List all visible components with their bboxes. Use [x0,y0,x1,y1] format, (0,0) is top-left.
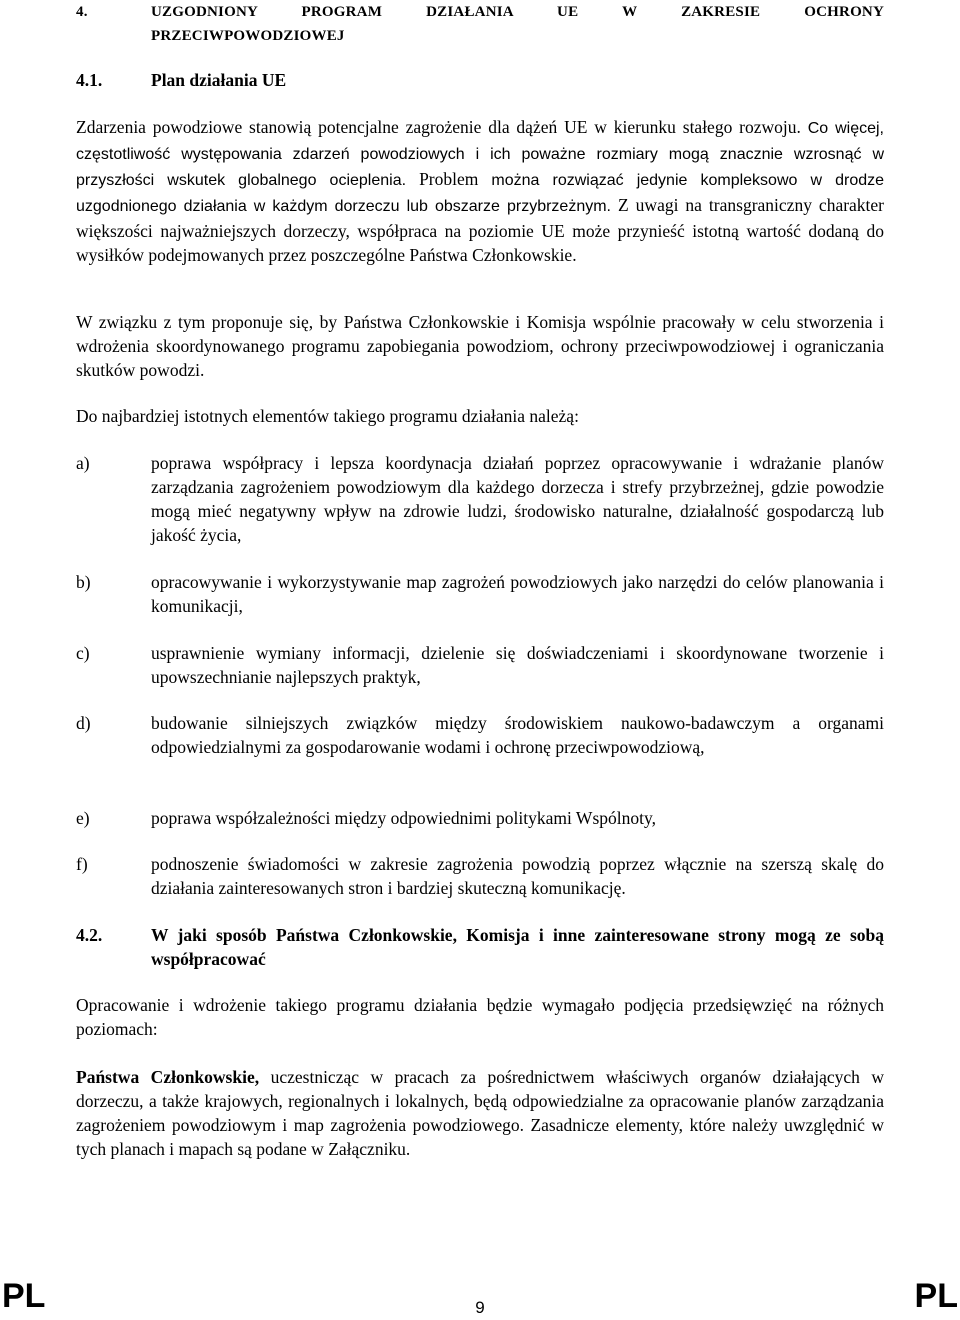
paragraph-4: Opracowanie i wdrożenie takiego programu działania będzie wymagało podjęcia przedsięwzięć na różnych poziomach: [76,995,884,1039]
subsection-title: Plan działania UE [151,70,287,90]
section-title-line2: PRZECIWPOWODZIOWEJ [151,28,345,44]
list-item-text: budowanie silniejszych związków między środowiskiem naukowo-badawczym a organami odpowiedzialnymi za gospodarowanie wodami i ochronę przeciwpowodziową, [151,713,884,757]
footer-language-right: PL [914,1277,958,1315]
footer-language-left: PL [2,1277,46,1315]
list-item-label: d) [76,713,91,733]
list-item-label: e) [76,808,90,828]
list-item-text: podnoszenie świadomości w zakresie zagrożenia powodzią poprzez włącznie na szerszą skalę do działania zainteresowanych stron i bardziej skuteczną komunikację. [151,854,884,898]
paragraph-1-part-b: Co więcej, częstotliwość występowania zdarzeń powodziowych i ich poważne rozmiary mogą znacznie wzrosnąć w przyszłości wskutek globalnego ocieplenia. [76,120,885,189]
subsection-title: W jaki sposób Państwa Członkowskie, Komisja i inne zainteresowane strony mogą ze sobą współpracować [151,925,884,969]
subsection-number: 4.2. [76,925,103,945]
section-title-line1: UZGODNIONY PROGRAM DZIAŁANIA UE W ZAKRESIE OCHRONY [151,4,884,20]
paragraph-1-part-d: można rozwiązać jedynie kompleksowo w drodze uzgodnionego działania w każdym dorzeczu lub obszarze przybrzeżnym. [76,172,885,215]
paragraph-1-part-a: Zdarzenia powodziowe stanowią potencjalne zagrożenie dla dążeń UE w kierunku stałego rozwoju. [76,117,801,137]
subsection-number: 4.1. [76,70,103,90]
paragraph-5 [76,1065,884,1161]
paragraph-1-part-c: Problem [419,169,479,189]
list-item-text: opracowywanie i wykorzystywanie map zagrożeń powodziowych jako narzędzi do celów planowania i komunikacji, [151,572,884,616]
list-item-label: c) [76,643,90,663]
paragraph-5-lead: Państwa Członkowskie, [76,1067,260,1087]
paragraph-1-part-e: Z uwagi na transgraniczny charakter większości najważniejszych dorzeczy, współpraca na poziomie UE może przynieść istotną wartość dodaną do wysiłków podejmowanych przez poszczególne Państwa Członkowskie. [76,195,885,265]
list-item-label: f) [76,854,88,874]
paragraph-5-text: uczestnicząc w pracach za pośrednictwem właściwych organów działających w dorzeczu, a także krajowych, regionalnych i lokalnych, będą odpowiedzialne za opracowanie planów zarządzania zagrożeniem powodziowym i map zagrożenia powodziowego. Zasadnicze elementy, które należy uwzględnić w tych planach i mapach są podane w Załączniku. [76,1067,884,1159]
list-item-label: a) [76,453,90,473]
paragraph-3: Do najbardziej istotnych elementów takiego programu działania należą: [76,406,579,426]
paragraph-1 [76,115,884,267]
section-number: 4. [76,4,88,20]
list-item-text: poprawa współpracy i lepsza koordynacja działań poprzez opracowywanie i wdrażanie planów zarządzania zagrożeniem powodziowym dla każdego dorzecza i strefy przybrzeżnej, gdzie powodzie mogą mieć negatywny wpływ na zdrowie ludzi, środowisko naturalne, działalność gospodarczą lub jakość życia, [151,453,884,545]
footer-page-number: 9 [475,1298,485,1317]
list-item-label: b) [76,572,91,592]
list-item-text: poprawa współzależności między odpowiednimi politykami Wspólnoty, [151,808,656,828]
list-item-text: usprawnienie wymiany informacji, dzielenie się doświadczeniami i skoordynowane tworzenie i upowszechnianie najlepszych praktyk, [151,643,884,687]
paragraph-2: W związku z tym proponuje się, by Państwa Członkowskie i Komisja wspólnie pracowały w celu stworzenia i wdrożenia skoordynowanego programu zapobiegania powodziom, ochrony przeciwpowodziowej i ograniczania skutków powodzi. [76,312,884,380]
